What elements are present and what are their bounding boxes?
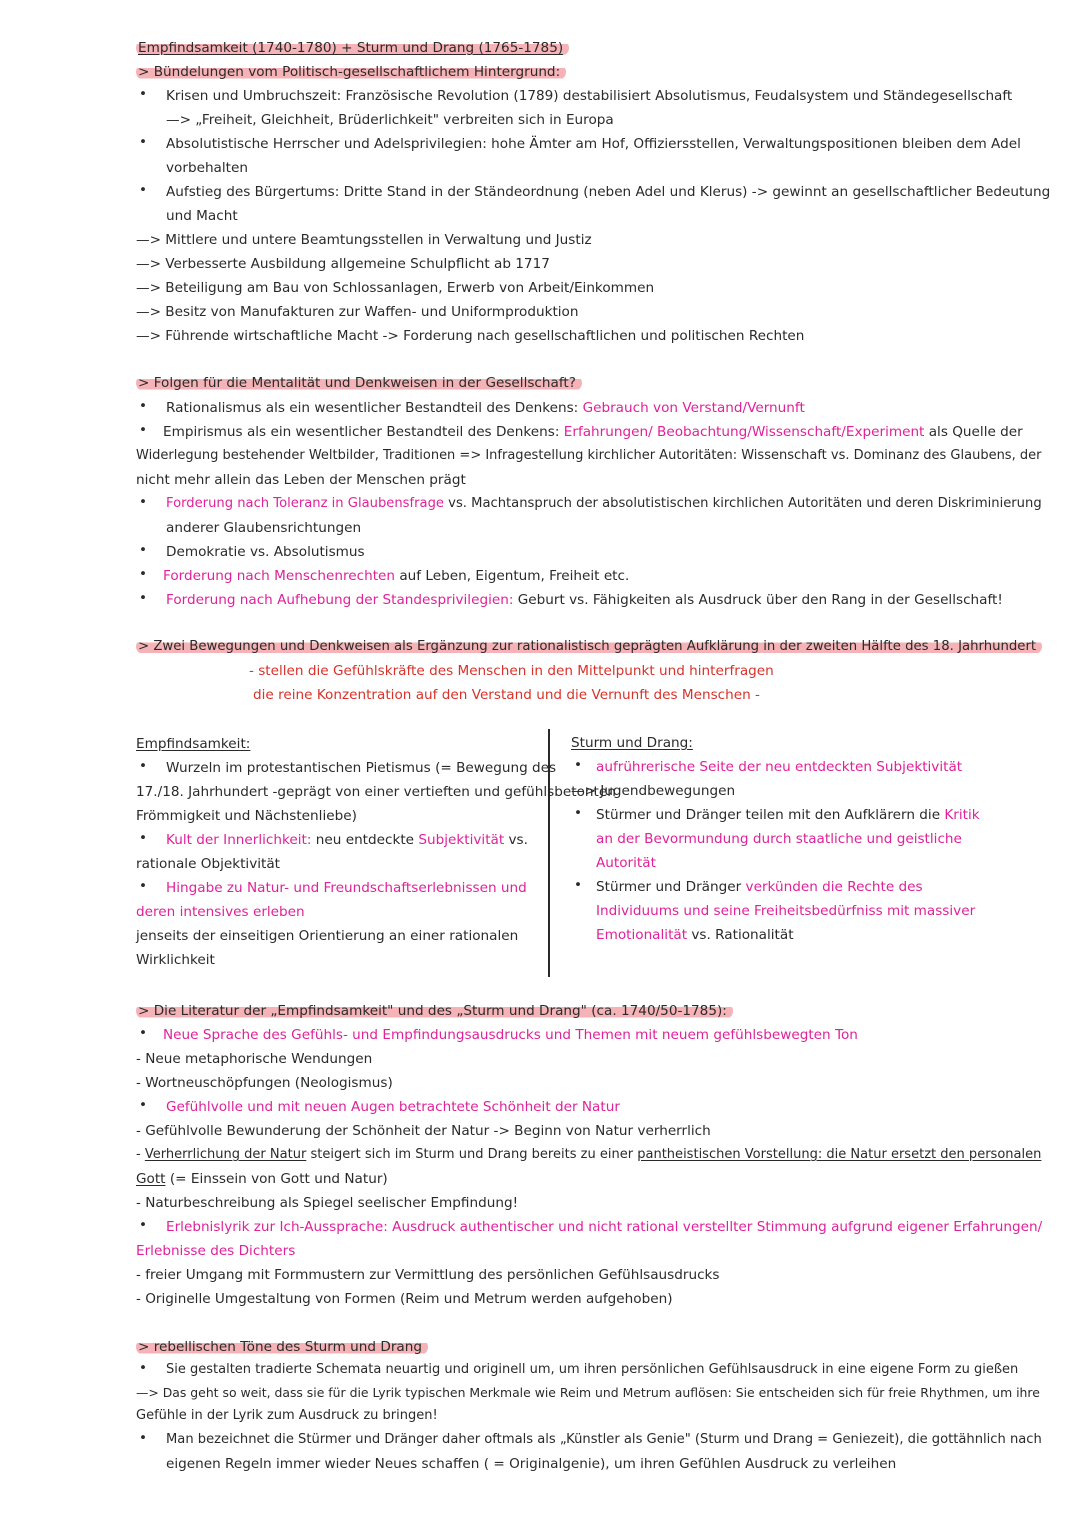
text-line: —> „Freiheit, Gleichheit, Brüderlichkeit" verbreiten sich in Europa bbox=[166, 112, 614, 128]
page-title: Empfindsamkeit (1740-1780) + Sturm und Drang (1765-1785) bbox=[136, 38, 569, 58]
text-line: —> Jugendbewegungen bbox=[571, 783, 736, 799]
bullet-icon: • bbox=[574, 877, 583, 893]
column-heading-empfindsamkeit: Empfindsamkeit: bbox=[136, 736, 251, 752]
bullet-icon: • bbox=[139, 758, 148, 774]
text-line: Neue Sprache des Gefühls- und Empfindungsausdrucks und Themen mit neuem gefühlsbewegten Ton bbox=[163, 1027, 858, 1043]
text-line: Kult der Innerlichkeit: neu entdeckte Subjektivität vs. bbox=[166, 832, 528, 848]
bullet-icon: • bbox=[139, 494, 148, 510]
text-line: Man bezeichnet die Stürmer und Dränger daher oftmals als „Künstler als Genie" (Sturm und Drang = Geniezeit), die gottähnlich nach bbox=[166, 1432, 1042, 1447]
text-line: Gott (= Einssein von Gott und Natur) bbox=[136, 1171, 388, 1187]
text-line: eigenen Regeln immer wieder Neues schaffen ( = Originalgenie), um ihren Gefühlen Ausdruck zu verleihen bbox=[166, 1456, 897, 1472]
text-line: Hingabe zu Natur- und Freundschaftserlebnissen und bbox=[166, 880, 527, 896]
text-line: —> Besitz von Manufakturen zur Waffen- und Uniformproduktion bbox=[136, 304, 579, 320]
bullet-icon: • bbox=[139, 1025, 148, 1041]
text-line: Stürmer und Dränger verkünden die Rechte des bbox=[596, 879, 923, 895]
text-line: Erlebnisse des Dichters bbox=[136, 1243, 296, 1259]
bullet-icon: • bbox=[139, 1430, 148, 1446]
text-line: Aufstieg des Bürgertums: Dritte Stand in der Ständeordnung (neben Adel und Klerus) -> gewinnt an gesellschaftlicher Bedeutung bbox=[166, 184, 1051, 200]
text-line: —> Führende wirtschaftliche Macht -> Forderung nach gesellschaftlichen und politischen Rechten bbox=[136, 328, 805, 344]
bullet-icon: • bbox=[139, 182, 148, 198]
text-line: Wirklichkeit bbox=[136, 952, 215, 968]
bullet-icon: • bbox=[139, 1217, 148, 1233]
text-line: Rationalismus als ein wesentlicher Bestandteil des Denkens: Gebrauch von Verstand/Vernunft bbox=[166, 400, 805, 416]
text-line: Wurzeln im protestantischen Pietismus (= Bewegung des bbox=[166, 760, 557, 776]
text-line: und Macht bbox=[166, 208, 238, 224]
text-line: —> Verbesserte Ausbildung allgemeine Schulpflicht ab 1717 bbox=[136, 256, 550, 272]
text-line: 17./18. Jahrhundert -geprägt von einer vertieften und gefühlsbetonten bbox=[136, 784, 616, 800]
text-line: Krisen und Umbruchszeit: Französische Revolution (1789) destabilisiert Absolutismus, Feudalsystem und Ständegesellschaft bbox=[166, 88, 1013, 104]
text-line: Gefühle in der Lyrik zum Ausdruck zu bringen! bbox=[136, 1408, 438, 1423]
text-line: Gefühlvolle und mit neuen Augen betrachtete Schönheit der Natur bbox=[166, 1099, 620, 1115]
text-line: - Neue metaphorische Wendungen bbox=[136, 1051, 373, 1067]
text-line: rationale Objektivität bbox=[136, 856, 281, 872]
bullet-icon: • bbox=[574, 757, 583, 773]
text-line: Forderung nach Aufhebung der Standesprivilegien: Geburt vs. Fähigkeiten als Ausdruck über den Rang in der Gesellschaft! bbox=[166, 592, 1003, 608]
section-heading-hintergrund: > Bündelungen vom Politisch-gesellschaftlichem Hintergrund: bbox=[136, 62, 566, 82]
text-line: deren intensives erleben bbox=[136, 904, 305, 920]
text-line: - Naturbeschreibung als Spiegel seelischer Empfindung! bbox=[136, 1195, 519, 1211]
text-line: —> Das geht so weit, dass sie für die Lyrik typischen Merkmale wie Reim und Metrum auflösen: Sie entscheiden sich für freie Rhythmen, um ihre bbox=[136, 1385, 1040, 1400]
bullet-icon: • bbox=[139, 830, 148, 846]
bullet-icon: • bbox=[139, 566, 148, 582]
bullet-icon: • bbox=[139, 398, 148, 414]
text-line: Forderung nach Toleranz in Glaubensfrage vs. Machtanspruch der absolutistischen kirchlichen Autoritäten und deren Diskriminierung bbox=[166, 496, 1042, 511]
bullet-icon: • bbox=[139, 86, 148, 102]
text-line: Frömmigkeit und Nächstenliebe) bbox=[136, 808, 357, 824]
text-line: - Originelle Umgestaltung von Formen (Reim und Metrum werden aufgehoben) bbox=[136, 1291, 673, 1307]
text-line: - freier Umgang mit Formmustern zur Vermittlung des persönlichen Gefühlsausdrucks bbox=[136, 1267, 720, 1283]
text-line: Erlebnislyrik zur Ich-Aussprache: Ausdruck authentischer und nicht rational verstellter Stimmung aufgrund eigener Erfahrungen/ bbox=[166, 1219, 1043, 1235]
bullet-icon: • bbox=[139, 1097, 148, 1113]
bullet-icon: • bbox=[139, 1360, 148, 1376]
text-line: nicht mehr allein das Leben der Menschen prägt bbox=[136, 472, 466, 488]
text-line: - Verherrlichung der Natur steigert sich im Sturm und Drang bereits zu einer pantheistischen Vorstellung: die Natur ersetzt den personalen bbox=[136, 1147, 1042, 1162]
bullet-icon: • bbox=[139, 422, 148, 438]
text-line: die reine Konzentration auf den Verstand und die Vernunft des Menschen - bbox=[253, 687, 760, 703]
text-line: Absolutistische Herrscher und Adelsprivilegien: hohe Ämter am Hof, Offiziersstellen, Verwaltungspositionen bleiben dem Adel bbox=[166, 136, 1021, 152]
text-line: —> Beteiligung am Bau von Schlossanlagen, Erwerb von Arbeit/Einkommen bbox=[136, 280, 655, 296]
text-line: an der Bevormundung durch staatliche und geistliche bbox=[596, 831, 962, 847]
bullet-icon: • bbox=[139, 590, 148, 606]
text-line: jenseits der einseitigen Orientierung an einer rationalen bbox=[136, 928, 519, 944]
bullet-icon: • bbox=[574, 805, 583, 821]
text-line: Empirismus als ein wesentlicher Bestandteil des Denkens: Erfahrungen/ Beobachtung/Wissenschaft/Experiment als Quelle der bbox=[163, 424, 1023, 440]
text-line: Demokratie vs. Absolutismus bbox=[166, 544, 365, 560]
text-line: Autorität bbox=[596, 855, 656, 871]
bullet-icon: • bbox=[139, 542, 148, 558]
section-heading-literatur: > Die Literatur der „Empfindsamkeit" und des „Sturm und Drang" (ca. 1740/50-1785): bbox=[136, 1001, 733, 1021]
text-line: Forderung nach Menschenrechten auf Leben, Eigentum, Freiheit etc. bbox=[163, 568, 630, 584]
bullet-icon: • bbox=[139, 134, 148, 150]
text-line: anderer Glaubensrichtungen bbox=[166, 520, 362, 536]
text-line: Individuums und seine Freiheitsbedürfniss mit massiver bbox=[596, 903, 976, 919]
text-line: - Wortneuschöpfungen (Neologismus) bbox=[136, 1075, 393, 1091]
text-line: Stürmer und Dränger teilen mit den Aufklärern die Kritik bbox=[596, 807, 980, 823]
section-heading-rebellisch: > rebellischen Töne des Sturm und Drang bbox=[136, 1337, 428, 1357]
text-line: vorbehalten bbox=[166, 160, 248, 176]
text-line: —> Mittlere und untere Beamtungsstellen in Verwaltung und Justiz bbox=[136, 232, 592, 248]
section-heading-bewegungen: > Zwei Bewegungen und Denkweisen als Ergänzung zur rationalistisch geprägten Aufklärung in der zweiten Hälfte des 18. Jahrhundert bbox=[136, 637, 1042, 657]
text-line: Emotionalität vs. Rationalität bbox=[596, 927, 794, 943]
bullet-icon: • bbox=[139, 878, 148, 894]
text-line: Sie gestalten tradierte Schemata neuartig und originell um, um ihren persönlichen Gefühlsausdruck in eine eigene Form zu gießen bbox=[166, 1362, 1019, 1377]
text-line: - Gefühlvolle Bewunderung der Schönheit der Natur -> Beginn von Natur verherrlich bbox=[136, 1123, 711, 1139]
column-heading-sturm-und-drang: Sturm und Drang: bbox=[571, 735, 693, 751]
text-line: aufrührerische Seite der neu entdeckten Subjektivität bbox=[596, 759, 963, 775]
section-heading-folgen: > Folgen für die Mentalität und Denkweisen in der Gesellschaft? bbox=[136, 373, 582, 393]
text-line: Widerlegung bestehender Weltbilder, Traditionen => Infragestellung kirchlicher Autoritäten: Wissenschaft vs. Dominanz des Glaubens, der bbox=[136, 448, 1042, 463]
text-line: - stellen die Gefühlskräfte des Menschen in den Mittelpunkt und hinterfragen bbox=[249, 663, 774, 679]
